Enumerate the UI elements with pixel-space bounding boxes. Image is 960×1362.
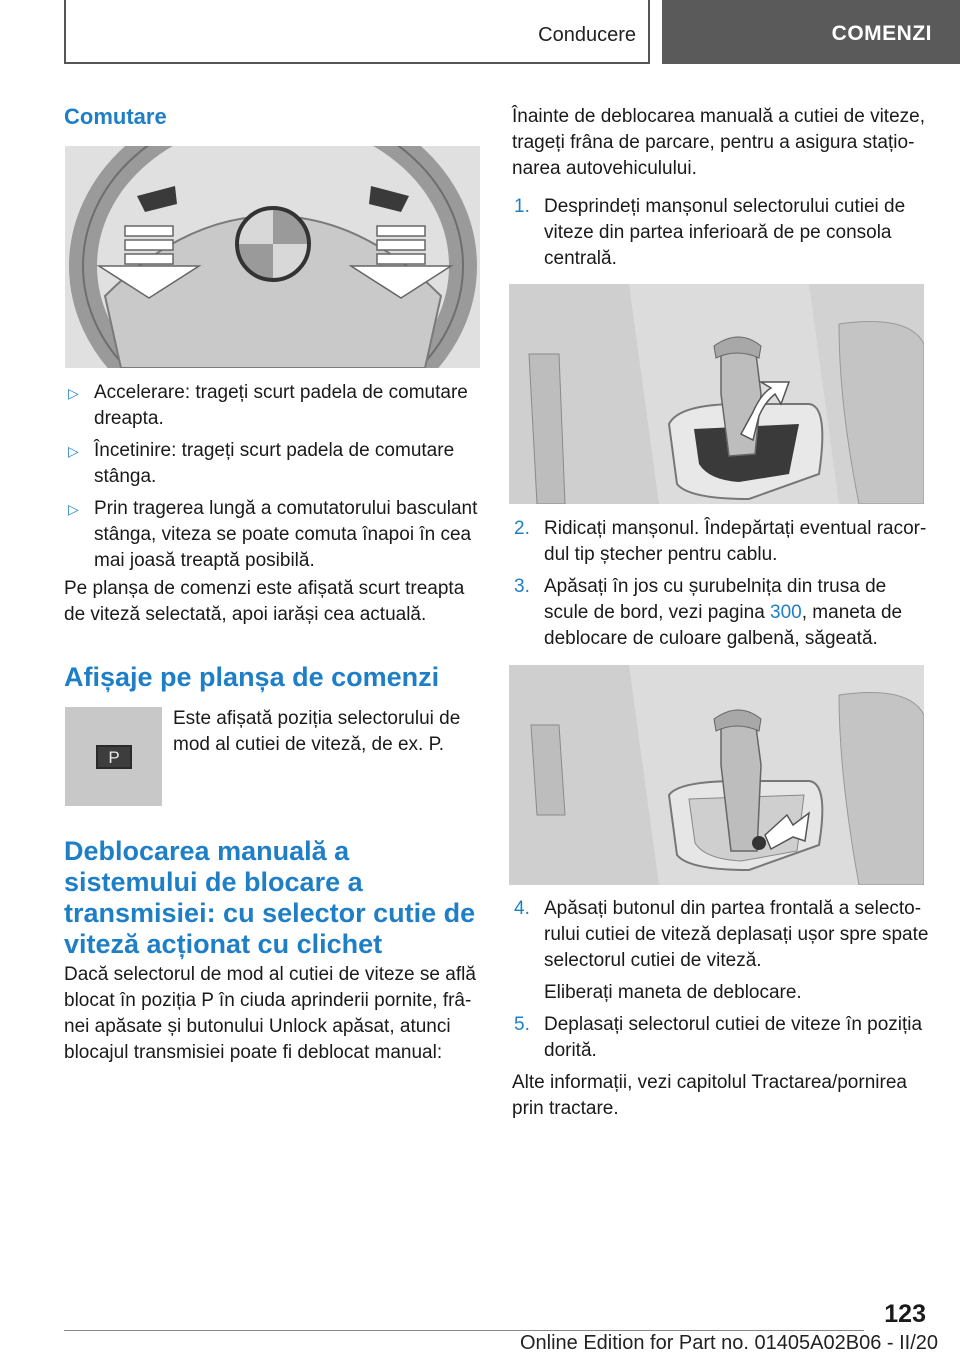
- shift-bullet-list: [66, 380, 486, 580]
- heading-deblocare: Deblocarea manuală a sistemului de blocare a transmisiei: cu selector cutie de viteză acționat cu clichet: [64, 836, 476, 959]
- step-4-note: Eliberați maneta de deblocare.: [544, 982, 802, 1003]
- chapter-tab: [662, 0, 960, 64]
- section-title: Conducere: [538, 24, 636, 46]
- triangle-icon: ▷: [68, 443, 79, 459]
- release-lever-illustration: [509, 665, 924, 885]
- heading-comutare: Comutare: [64, 104, 167, 129]
- outro-paragraph: Alte informații, vezi capitolul Tractarea/pornirea prin tractare.: [512, 1072, 907, 1119]
- step-1: [512, 194, 932, 278]
- list-item: ▷ Încetinire: trageți scurt padela de comutare stânga.: [68, 440, 455, 487]
- gear-letter: P: [108, 748, 120, 767]
- gear-indicator: [96, 745, 132, 769]
- steering-wheel-illustration: [65, 146, 480, 368]
- triangle-icon: ▷: [68, 501, 79, 517]
- list-item: 5. Deplasați selectorul cutiei de viteze în poziția dorită.: [514, 1014, 923, 1061]
- list-item: ▷ Accelerare: trageți scurt padela de comutare dreapta.: [68, 382, 468, 429]
- list-item: 3. Apăsați în jos cu șurubelnița din trusa de scule de bord, vezi pagina 300, maneta de deblocare de culoare galbenă, săgeată.: [514, 576, 903, 649]
- list-item: 2. Ridicați manșonul. Îndepărtați eventual racordul tip ștecher pentru cablu.: [514, 518, 927, 565]
- paragraph-deblocare: Dacă selectorul de mod al cutiei de viteze se află blocat în poziția P în ciuda aprinderii pornite, frânei apăsate și butonului Unlock apăsat, atunci blocajul transmisiei poate fi deblocat manual:: [64, 964, 476, 1063]
- gear-selector-sleeve-illustration: [509, 284, 924, 504]
- list-item: ▷ Prin tragerea lungă a comutatorului basculant stânga, viteza se poate comuta înapoi în cea mai joasă treaptă posibilă.: [68, 498, 478, 571]
- list-item: 1. Desprindeți manșonul selectorului cutiei de viteze din partea inferioară de pe consola centrală.: [514, 196, 906, 269]
- intro-paragraph: Înainte de deblocarea manuală a cutiei de viteze, trageți frâna de parcare, pentru a asigura staționarea autovehiculului.: [512, 106, 925, 179]
- paragraph-display-info: Pe planșa de comenzi este afișată scurt treapta de viteză selectată, apoi iarăși cea actuală.: [64, 578, 465, 625]
- page-number: 123: [884, 1300, 926, 1328]
- edition-text: Online Edition for Part no. 01405A02B06 - II/20: [519, 1332, 938, 1354]
- display-description: Este afișată poziția selectorului de mod al cutiei de viteză, de ex. P.: [173, 708, 461, 755]
- steps-4-5: [512, 896, 932, 1070]
- triangle-icon: ▷: [68, 385, 79, 401]
- list-item: 4. Apăsați butonul din partea frontală a selectorului cutiei de viteză deplasați ușor spre spate selectorul cutiei de viteză.: [514, 898, 929, 971]
- steps-2-3: [512, 516, 932, 658]
- footer-divider: [64, 1330, 864, 1331]
- gear-display-icon: [65, 707, 162, 806]
- page-link[interactable]: 300: [770, 602, 802, 623]
- heading-afisaje: Afișaje pe planșa de comenzi: [64, 662, 440, 692]
- chapter-title: COMENZI: [831, 22, 932, 45]
